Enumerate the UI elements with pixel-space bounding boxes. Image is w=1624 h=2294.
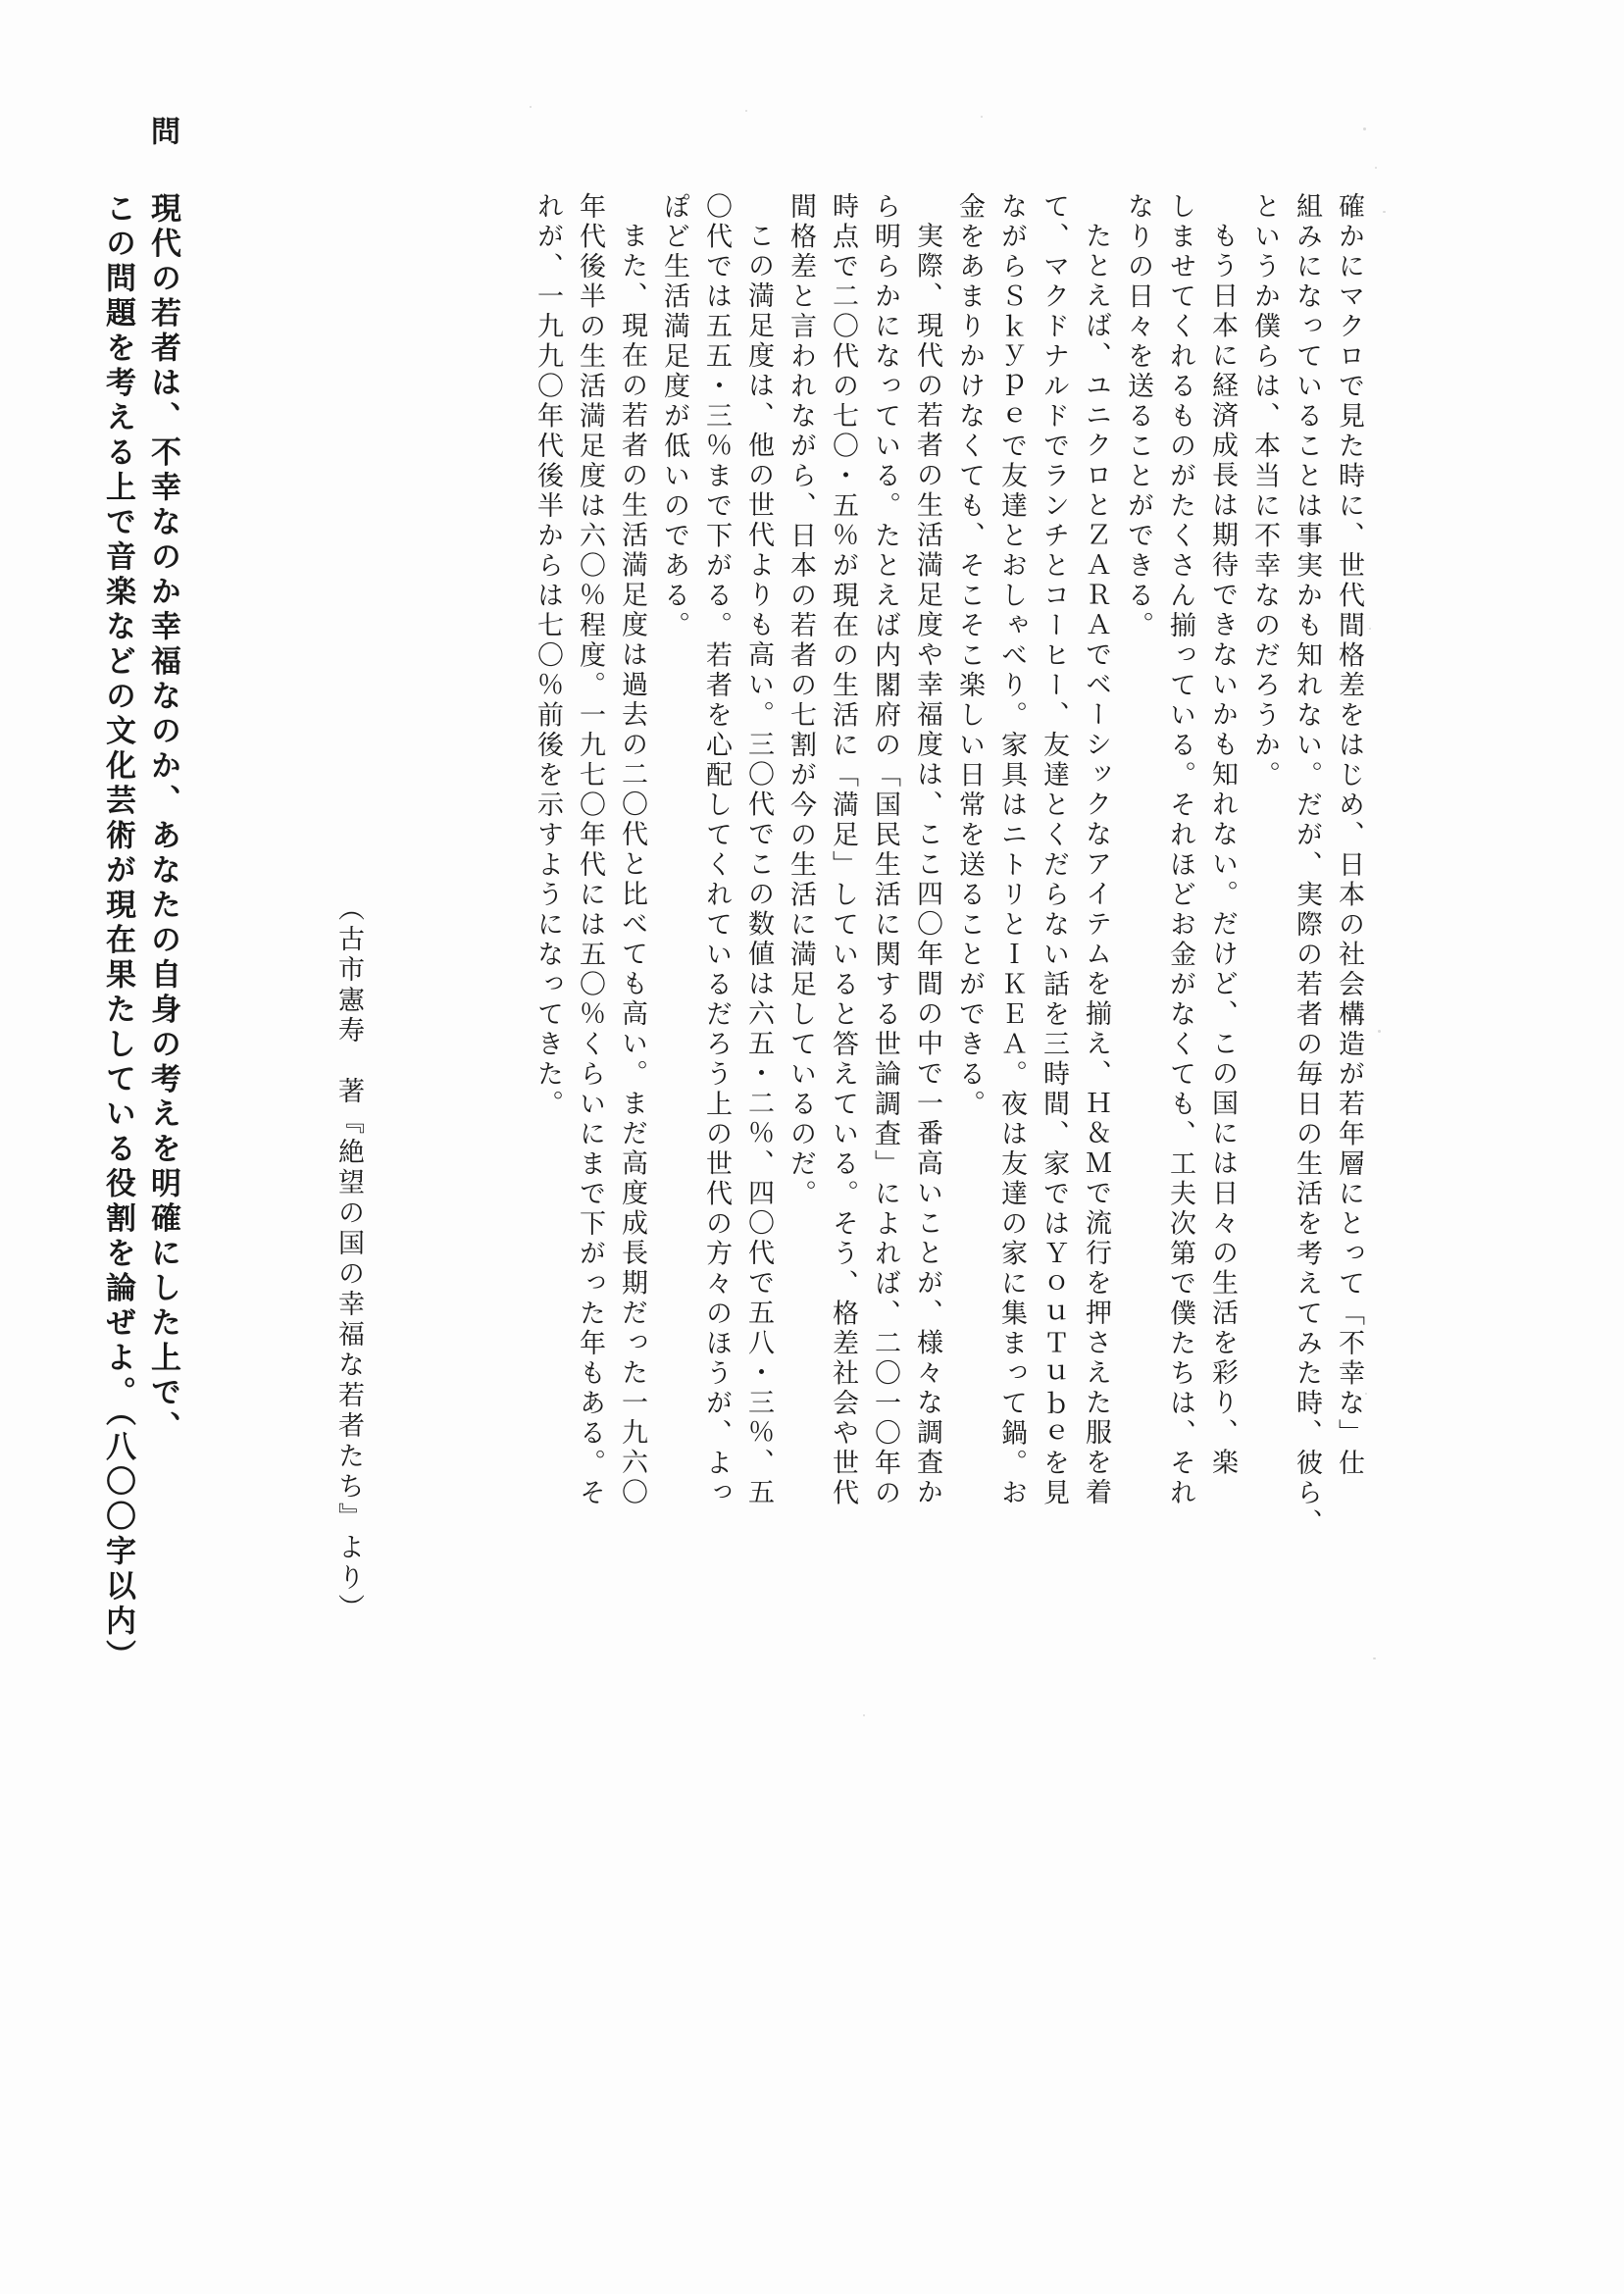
question-label: 問 — [145, 116, 179, 149]
passage-line: たとえば、ユニクロとＺＡＲＡでベーシックなアイテムを揃え、Ｈ＆Ｍで流行を押さえた服を着 — [1081, 222, 1111, 1508]
passage-line: れが、一九九〇年代後半からは七〇％前後を示すようになってきた。 — [533, 192, 563, 1120]
scan-speck — [1369, 628, 1371, 630]
passage-line: 時点で二〇代の七〇・五％が現在の生活に「満足」していると答えている。そう、格差社会や世代 — [828, 192, 858, 1508]
scan-speck — [1363, 127, 1366, 130]
passage-line: ぽど生活満足度が低いのである。 — [659, 192, 689, 641]
passage-line: 年代後半の生活満足度は六〇％程度。一九七〇年代には五〇％くらいにまで下がった年もある。そ — [575, 192, 605, 1508]
scan-speck — [745, 110, 747, 112]
scan-speck — [1383, 211, 1386, 213]
passage-line: 〇代では五五・三％まで下がる。若者を心配してくれているだろう上の世代の方々のほうが、よっ — [701, 192, 732, 1508]
scan-speck — [1373, 1657, 1376, 1659]
scan-speck — [1365, 1393, 1367, 1395]
passage-line: というか僕らは、本当に不幸なのだろうか。 — [1249, 192, 1280, 790]
passage-line: しませてくれるものがたくさん揃っている。それほどお金がなくても、工夫次第で僕たちは、それ — [1165, 192, 1195, 1508]
source-citation: （古市憲寿 著『絶望の国の幸福な若者たち』より） — [333, 894, 364, 1624]
question-line: 現代の若者は、不幸なのか幸福なのか、あなたの自身の考えを明確にした上で、 — [145, 192, 180, 1446]
passage-line: この満足度は、他の世代よりも高い。三〇代でこの数値は六五・二％、四〇代で五八・三％、五 — [743, 222, 774, 1508]
scan-speck — [863, 1714, 865, 1716]
scan-speck — [1378, 1030, 1381, 1033]
passage-line: 間格差と言われながら、日本の若者の七割が今の生活に満足しているのだ。 — [786, 192, 816, 1209]
passage-line: ながらＳｋｙｐｅで友達とおしゃべり。家具はニトリとＩＫＥＡ。夜は友達の家に集まって鍋。お — [996, 192, 1027, 1508]
passage-line: もう日本に経済成長は期待できないかも知れない。だけど、この国には日々の生活を彩り、楽 — [1207, 222, 1238, 1478]
scan-speck — [530, 106, 532, 108]
scan-speck — [1375, 167, 1377, 169]
passage-line: 組みになっていることは事実かも知れない。だが、実際の若者の毎日の生活を考えてみた時、彼ら、 — [1292, 192, 1322, 1539]
passage-line: 確かにマクロで見た時に、世代間格差をはじめ、日本の社会構造が若年層にとって「不幸な」仕 — [1334, 192, 1364, 1479]
question-line: この問題を考える上で音楽などの文化芸術が現在果たしている役割を論ぜよ。（八〇〇字以内） — [100, 192, 135, 1674]
passage-line: て、マクドナルドでランチとコーヒー、友達とくだらない話を三時間、家ではＹｏｕＴｕｂｅを見 — [1039, 192, 1069, 1508]
passage-line: ら明らかになっている。たとえば内閣府の「国民生活に関する世論調査」によれば、二〇一〇年の — [870, 192, 900, 1508]
passage-line: 金をあまりかけなくても、そこそこ楽しい日常を送ることができる。 — [954, 192, 985, 1120]
scan-speck — [981, 116, 983, 118]
passage-line: 実際、現代の若者の生活満足度や幸福度は、ここ四〇年間の中で一番高いことが、様々な調査か — [912, 222, 942, 1508]
passage-line: また、現在の若者の生活満足度は過去の二〇代と比べても高い。まだ高度成長期だった一九六〇 — [617, 222, 647, 1508]
passage-line: なりの日々を送ることができる。 — [1123, 192, 1153, 641]
